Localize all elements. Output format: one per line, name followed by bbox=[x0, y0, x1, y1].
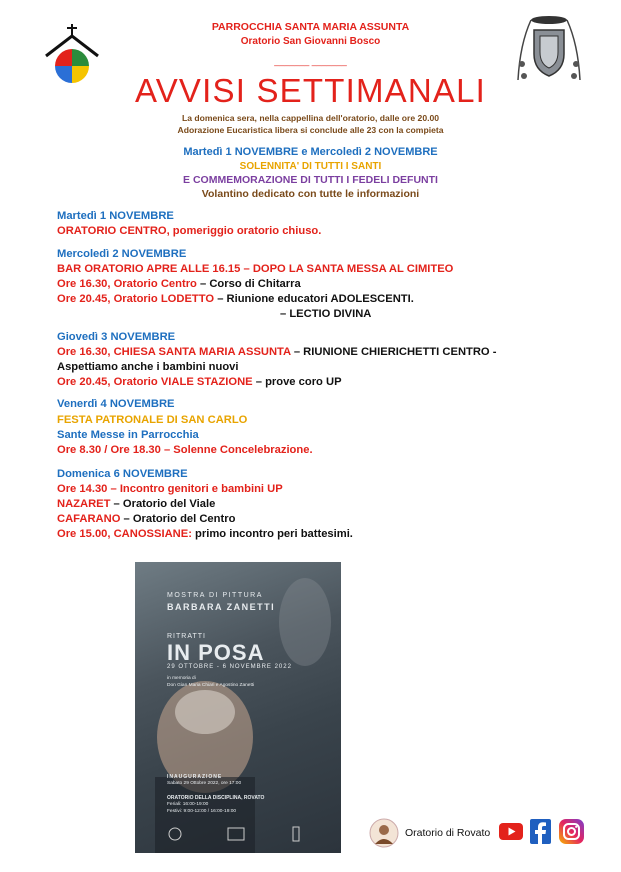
poster-memory-1: in memoria di bbox=[167, 676, 196, 681]
footer-label: Oratorio di Rovato bbox=[405, 827, 491, 839]
poster-dates: 29 OTTOBRE - 6 NOVEMBRE 2022 bbox=[167, 664, 292, 670]
youtube-icon[interactable] bbox=[499, 823, 523, 840]
poster-inaug-date: Sabato 29 Ottobre 2022, ore 17:00 bbox=[167, 781, 242, 786]
poster-hours-2: Festivi: 9:00-12:00 / 16:00-19:00 bbox=[167, 809, 237, 814]
feature-dates: Martedì 1 NOVEMBRE e Mercoledì 2 NOVEMBRE bbox=[183, 146, 438, 158]
day-4-line-2: Sante Messe in Parrocchia bbox=[57, 429, 199, 441]
day-4-line-3: Ore 8.30 / Ore 18.30 – Solenne Concelebrazione. bbox=[57, 444, 313, 456]
intro-line-1: La domenica sera, nella cappellina dell'oratorio, dalle ore 20.00 bbox=[181, 113, 440, 123]
feature-line-3: Volantino dedicato con tutte le informazioni bbox=[201, 188, 420, 200]
day-3-heading: Giovedì 3 NOVEMBRE bbox=[57, 331, 176, 343]
day-3-line-1: Ore 16.30, CHIESA SANTA MARIA ASSUNTA – RIUNIONE CHIERICHETTI CENTRO - bbox=[57, 346, 497, 358]
day-2-heading: Mercoledì 2 NOVEMBRE bbox=[57, 248, 187, 260]
facebook-icon[interactable] bbox=[530, 819, 551, 844]
day-4-line-1: FESTA PATRONALE DI SAN CARLO bbox=[57, 414, 248, 426]
poster-kicker: MOSTRA DI PITTURA bbox=[167, 592, 263, 599]
day-5-line-4: Ore 15.00, CANOSSIANE: primo incontro peri battesimi. bbox=[57, 528, 353, 540]
day-5-line-1: Ore 14.30 – Incontro genitori e bambini UP bbox=[57, 483, 283, 495]
poster-inaug: INAUGURAZIONE bbox=[167, 774, 223, 780]
poster-sponsor-logos bbox=[165, 824, 315, 844]
day-2-line-3: Ore 20.45, Oratorio LODETTO – Riunione educatori ADOLESCENTI. bbox=[57, 293, 414, 305]
poster-artist: BARBARA ZANETTI bbox=[167, 602, 276, 612]
parish-name: PARROCCHIA SANTA MARIA ASSUNTA bbox=[211, 21, 410, 33]
day-4-heading: Venerdì 4 NOVEMBRE bbox=[57, 398, 175, 410]
intro-line-2: Adorazione Eucaristica libera si conclude alle 23 con la compieta bbox=[177, 125, 444, 135]
day-3-line-2: Aspettiamo anche i bambini nuovi bbox=[57, 361, 239, 373]
day-5-line-2: NAZARET – Oratorio del Viale bbox=[57, 498, 216, 510]
separator: _______ _______ bbox=[274, 56, 347, 66]
poster-hours-1: Feriali: 16:00-19:00 bbox=[167, 802, 209, 807]
day-2-line-2: Ore 16.30, Oratorio Centro – Corso di Chitarra bbox=[57, 278, 301, 290]
day-5-line-3: CAFARANO – Oratorio del Centro bbox=[57, 513, 236, 525]
poster-sub: RITRATTI bbox=[167, 633, 206, 640]
page-title: AVVISI SETTIMANALI bbox=[134, 72, 487, 109]
day-1-line-1: ORATORIO CENTRO, pomeriggio oratorio chiuso. bbox=[57, 225, 322, 237]
feature-line-1: SOLENNITA' DI TUTTI I SANTI bbox=[239, 161, 382, 172]
day-2-line-4: – LECTIO DIVINA bbox=[280, 308, 372, 320]
instagram-icon[interactable] bbox=[559, 819, 584, 844]
day-2-line-1: BAR ORATORIO APRE ALLE 16.15 – DOPO LA SANTA MESSA AL CIMITEO bbox=[57, 263, 454, 275]
day-5-heading: Domenica 6 NOVEMBRE bbox=[57, 468, 188, 480]
exhibition-poster bbox=[135, 562, 341, 853]
poster-title: IN POSA bbox=[167, 640, 265, 665]
day-3-line-3: Ore 20.45, Oratorio VIALE STAZIONE – prove coro UP bbox=[57, 376, 342, 388]
poster-memory-2: Don Gian Maria Chiari e Agostino Zanetti bbox=[167, 683, 255, 688]
oratory-name: Oratorio San Giovanni Bosco bbox=[240, 36, 381, 47]
feature-line-2: E COMMEMORAZIONE DI TUTTI I FEDELI DEFUNTI bbox=[183, 174, 438, 186]
day-1-heading: Martedì 1 NOVEMBRE bbox=[57, 210, 174, 222]
poster-place: ORATORIO DELLA DISCIPLINA, ROVATO bbox=[167, 795, 265, 801]
oratory-avatar-icon bbox=[369, 818, 399, 848]
